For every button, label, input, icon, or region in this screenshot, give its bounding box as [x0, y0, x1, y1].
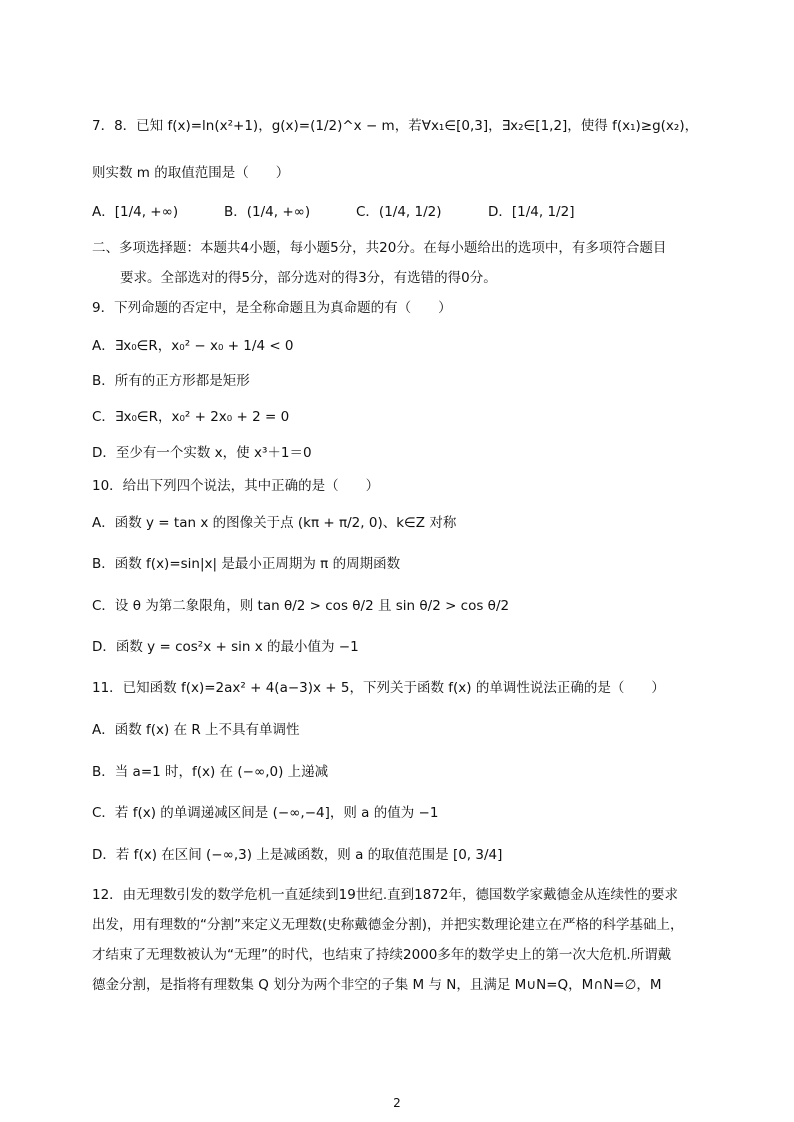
q9-option-b: B．所有的正方形都是矩形 [92, 373, 250, 389]
q12-stem-line2: 出发，用有理数的“分割”来定义无理数(史称戴德金分割)，并把实数理论建立在严格的科学基础上， [92, 917, 684, 933]
q7-stem-line1: 7．8．已知 f(x)=ln(x²+1)，g(x)=(1/2)^x − m，若∀x₁∈[0,3]，∃x₂∈[1,2]，使得 f(x₁)≥g(x₂)， [92, 118, 699, 134]
q7-option-b: B．(1/4, +∞) [224, 204, 311, 220]
q7-option-d: D．[1/4, 1/2] [488, 204, 575, 220]
section-heading-line1: 二、多项选择题：本题共4小题，每小题5分，共20分。在每小题给出的选项中，有多项符合题目 [92, 240, 667, 256]
q7-option-c: C．(1/4, 1/2) [356, 204, 442, 220]
q9-stem: 9．下列命题的否定中，是全称命题且为真命题的有（ ） [92, 300, 452, 316]
q9-option-c: C．∃x₀∈R，x₀² + 2x₀ + 2 = 0 [92, 409, 290, 425]
q10-option-c: C．设 θ 为第二象限角，则 tan θ/2 > cos θ/2 且 sin θ/2 > cos θ/2 [92, 598, 510, 614]
q11-option-d: D．若 f(x) 在区间 (−∞,3) 上是减函数，则 a 的取值范围是 [0, 3/4] [92, 847, 503, 863]
q10-stem: 10．给出下列四个说法，其中正确的是（ ） [92, 478, 380, 494]
q7-option-a: A．[1/4, +∞) [92, 204, 179, 220]
q9-option-d: D．至少有一个实数 x，使 x³＋1＝0 [92, 445, 312, 461]
q11-option-b: B．当 a=1 时，f(x) 在 (−∞,0) 上递减 [92, 764, 329, 780]
q7-stem-line2: 则实数 m 的取值范围是（ ） [92, 165, 290, 181]
page-number: 2 [393, 1096, 401, 1110]
q10-option-a: A．函数 y = tan x 的图像关于点 (kπ + π/2, 0)、k∈Z 对称 [92, 515, 457, 531]
q10-option-d: D．函数 y = cos²x + sin x 的最小值为 −1 [92, 639, 359, 655]
q12-stem-line1: 12．由无理数引发的数学危机一直延续到19世纪.直到1872年，德国数学家戴德金从连续性的要求 [92, 887, 679, 903]
section-heading-line2: 要求。全部选对的得5分，部分选对的得3分，有选错的得0分。 [120, 270, 497, 286]
q9-option-a: A．∃x₀∈R，x₀² − x₀ + 1/4 < 0 [92, 338, 294, 354]
q11-stem: 11．已知函数 f(x)=2ax² + 4(a−3)x + 5，下列关于函数 f(x) 的单调性说法正确的是（ ） [92, 680, 665, 696]
q11-option-a: A．函数 f(x) 在 R 上不具有单调性 [92, 722, 300, 738]
q11-option-c: C．若 f(x) 的单调递减区间是 (−∞,−4]，则 a 的值为 −1 [92, 805, 439, 821]
q12-stem-line3: 才结束了无理数被认为“无理”的时代，也结束了持续2000多年的数学史上的第一次大危机.所谓戴 [92, 947, 672, 963]
q12-stem-line4: 德金分割，是指将有理数集 Q 划分为两个非空的子集 M 与 N，且满足 M∪N=Q，M∩N=∅，M [92, 977, 662, 993]
q7-options [92, 204, 712, 221]
q10-option-b: B．函数 f(x)=sin|x| 是最小正周期为 π 的周期函数 [92, 556, 401, 572]
